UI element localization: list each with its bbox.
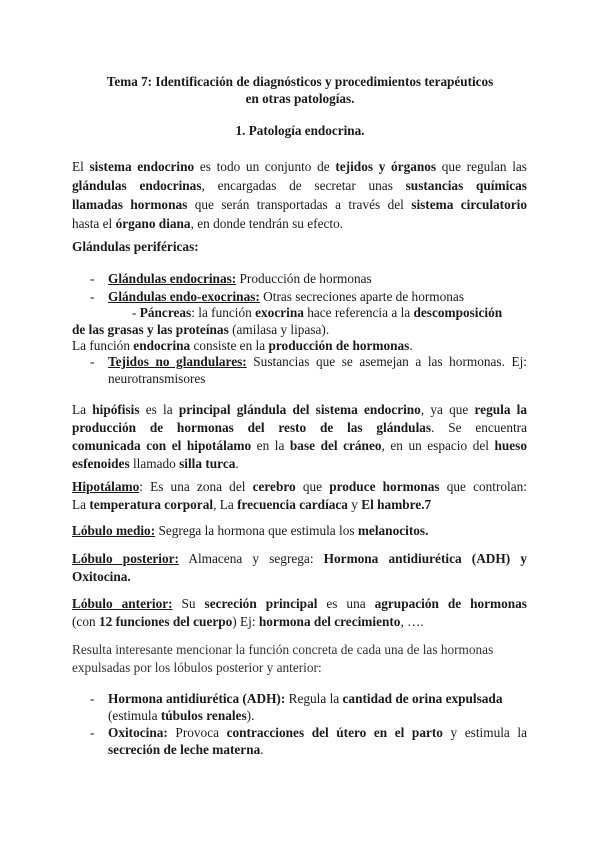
resulta-line-1: Resulta interesante mencionar la función concreta de cada una de las hormonas: [72, 642, 494, 657]
intro-line-3: llamadas hormonas que serán transportadas a través del sistema circulatorio: [72, 197, 527, 212]
list-dash: -: [90, 691, 95, 706]
list-dash: -: [90, 725, 95, 740]
list-dash: -: [90, 354, 95, 369]
intro-line-4: hasta el órgano diana, en donde tendrán su efecto.: [72, 216, 344, 231]
pancreas-line-2: de las grasas y las proteínas (amilasa y lipasa).: [72, 322, 330, 337]
lobulo-posterior-line-2: Oxitocina.: [72, 569, 131, 584]
list-item: Glándulas endocrinas: Producción de hormonas: [108, 271, 372, 286]
endocrine-function-line: La función endocrina consiste en la producción de hormonas.: [72, 338, 413, 353]
list-item-continued: secreción de leche materna.: [108, 742, 264, 757]
intro-line-1: El sistema endocrino es todo un conjunto de tejidos y órganos que regulan las: [72, 159, 527, 174]
pancreas-line-1: - Páncreas: la función exocrina hace referencia a la descomposición: [132, 305, 503, 320]
intro-line-2: glándulas endocrinas, encargadas de secretar unas sustancias químicas: [72, 178, 527, 193]
list-dash: -: [90, 271, 95, 286]
lobulo-anterior-line-2: (con 12 funciones del cuerpo) Ej: hormona del crecimiento, ….: [72, 614, 424, 629]
list-dash: -: [90, 289, 95, 304]
peripheral-heading: Glándulas periféricas:: [72, 239, 199, 254]
list-item-continued: (estimula túbulos renales).: [108, 708, 255, 723]
resulta-line-2: expulsadas por los lóbulos posterior y anterior:: [72, 660, 322, 675]
document-title: [60, 73, 540, 107]
list-item: Hormona antidiurética (ADH): Regula la cantidad de orina expulsada: [108, 691, 503, 706]
hipotalamo-line-2: La temperatura corporal, La frecuencia cardíaca y El hambre.7: [72, 497, 432, 512]
section-heading: 1. Patología endocrina.: [235, 123, 365, 138]
lobulo-anterior-line-1: Lóbulo anterior: Su secreción principal es una agrupación de hormonas: [72, 596, 527, 611]
hipofisis-line-3: comunicada con el hipotálamo en la base del cráneo, en un espacio del hueso: [72, 438, 527, 453]
title-line-1: Tema 7: Identificación de diagnósticos y procedimientos terapéuticos: [106, 74, 494, 89]
list-item: Tejidos no glandulares: Sustancias que se asemejan a las hormonas. Ej:: [108, 354, 527, 369]
list-item: Glándulas endo-exocrinas: Otras secreciones aparte de hormonas: [108, 289, 464, 304]
list-item: Oxitocina: Provoca contracciones del útero en el parto y estimula la: [108, 725, 527, 740]
hipofisis-line-2: producción de hormonas del resto de las glándulas. Se encuentra: [72, 420, 527, 435]
title-line-2: en otras patologías.: [245, 91, 355, 106]
lobulo-medio-line: Lóbulo medio: Segrega la hormona que estimula los melanocitos.: [72, 523, 429, 538]
hipotalamo-line-1: Hipotálamo: Es una zona del cerebro que produce hormonas que controlan:: [72, 479, 527, 494]
list-item-continued: neurotransmisores: [108, 371, 206, 386]
hipofisis-line-1: La hipófisis es la principal glándula del sistema endocrino, ya que regula la: [72, 402, 528, 417]
hipofisis-line-4: esfenoides llamado silla turca.: [72, 456, 239, 471]
lobulo-posterior-line-1: Lóbulo posterior: Almacena y segrega: Hormona antidiurética (ADH) y: [72, 551, 527, 566]
